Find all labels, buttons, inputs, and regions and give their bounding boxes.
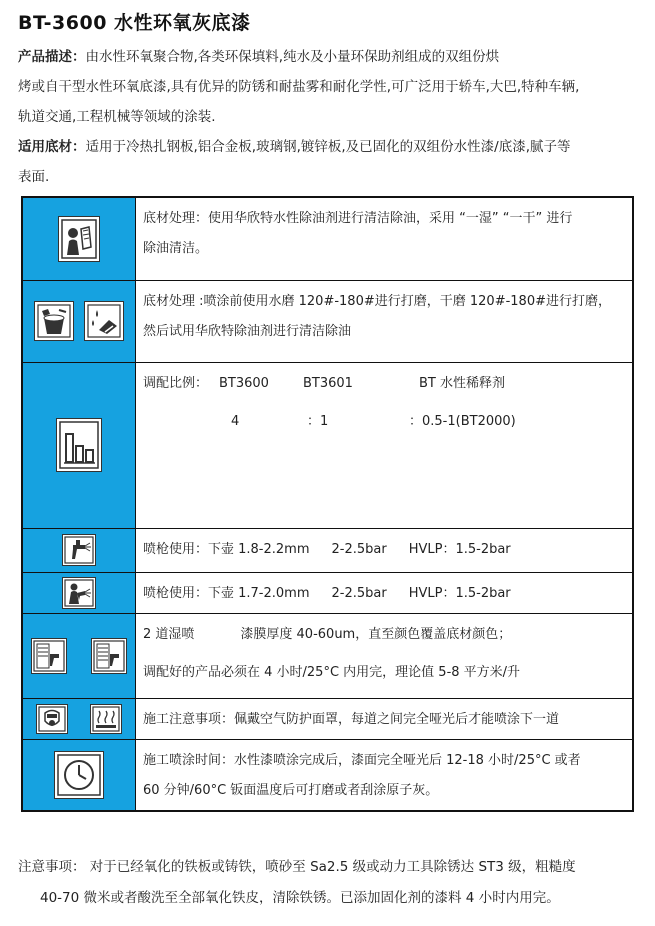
row-text bbox=[136, 698, 634, 739]
note-line: 注意事项： 对于已经氧化的铁板或铸铁，喷砂至 Sa2.5 级或动力工具除锈达 ST3 级，粗糙度 bbox=[18, 859, 576, 875]
row-text bbox=[136, 613, 634, 698]
page-title: BT-3600 水性环氧灰底漆 bbox=[18, 12, 251, 34]
respirator-mask-icon bbox=[36, 704, 68, 734]
icon-cell bbox=[22, 528, 136, 572]
table-row bbox=[22, 362, 633, 528]
drying-heat-icon bbox=[90, 704, 122, 734]
wipe-cleaning-icon bbox=[58, 216, 100, 262]
row-text bbox=[136, 528, 634, 572]
icon-cell bbox=[22, 197, 136, 280]
spray-hvlp: HVLP：1.5-2bar bbox=[408, 585, 511, 601]
mixing-ratio-icon bbox=[56, 418, 102, 472]
row-line: 除油清洁。 bbox=[143, 241, 209, 256]
spray-coat-icon bbox=[91, 638, 127, 674]
spray-gun-person-icon bbox=[62, 577, 96, 609]
spray-pressure: 2-2.5bar bbox=[331, 585, 387, 601]
table-row bbox=[22, 197, 633, 280]
substrate-label: 适用底材： bbox=[18, 139, 86, 155]
mix-label: 调配比例： bbox=[143, 375, 209, 391]
icon-cell bbox=[22, 362, 136, 528]
mix-component: BT 水性稀释剂 bbox=[419, 375, 505, 391]
row-line: 施工喷涂时间：水性漆喷涂完成后，漆面完全哑光后 12-18 小时/25°C 或者 bbox=[143, 752, 581, 768]
table-row bbox=[22, 280, 633, 362]
sanding-bucket-icon bbox=[34, 301, 74, 341]
spray-nozzle: 喷枪使用：下壶 1.8-2.2mm bbox=[143, 541, 310, 557]
icon-cell bbox=[22, 698, 136, 739]
spray-coat-icon bbox=[31, 638, 67, 674]
notes-section bbox=[18, 852, 643, 914]
spray-nozzle: 喷枪使用：下壶 1.7-2.0mm bbox=[143, 585, 310, 601]
mix-component: BT3601 bbox=[303, 375, 353, 391]
mix-names bbox=[143, 369, 624, 399]
row-text bbox=[136, 739, 634, 811]
description-text: 烤或自干型水性环氧底漆,具有优异的防锈和耐盐雾和耐化学性,可广泛用于轿车,大巴,特种车辆, bbox=[18, 79, 580, 95]
clock-icon bbox=[54, 751, 104, 799]
mix-component: BT3600 bbox=[219, 375, 269, 391]
row-text bbox=[136, 197, 634, 280]
row-text bbox=[136, 572, 634, 613]
mix-ratio: 4 bbox=[231, 413, 240, 429]
table-row bbox=[22, 528, 633, 572]
icon-cell bbox=[22, 572, 136, 613]
icon-cell bbox=[22, 613, 136, 698]
wet-sanding-icon bbox=[84, 301, 124, 341]
table-row bbox=[22, 739, 633, 811]
description-label: 产品描述： bbox=[18, 49, 86, 65]
mix-ratio: ：1 bbox=[307, 413, 329, 429]
description-text: 由水性环氧聚合物,各类环保填料,纯水及小量环保助剂组成的双组份烘 bbox=[85, 49, 500, 65]
intro-section bbox=[18, 42, 638, 192]
row-line: 然后试用华欣特除油剂进行清洁除油 bbox=[143, 323, 352, 339]
description-text: 轨道交通,工程机械等领域的涂装. bbox=[18, 109, 216, 125]
substrate-text: 适用于冷热扎钢板,铝合金板,玻璃钢,镀锌板,及已固化的双组份水性漆/底漆,腻子等 bbox=[85, 139, 571, 155]
row-line: 施工注意事项：佩戴空气防护面罩，每道之间完全哑光后才能喷涂下一道 bbox=[143, 711, 560, 727]
spray-hvlp: HVLP：1.5-2bar bbox=[408, 541, 511, 557]
mix-ratios bbox=[143, 407, 624, 437]
row-text bbox=[136, 362, 634, 528]
mix-ratio: ：0.5-1(BT2000) bbox=[409, 413, 516, 429]
table-row bbox=[22, 572, 633, 613]
table-row bbox=[22, 698, 633, 739]
spray-gun-icon bbox=[62, 534, 96, 566]
process-table bbox=[21, 196, 634, 812]
film-thickness: 漆膜厚度 40-60um，直至颜色覆盖底材颜色； bbox=[240, 626, 512, 642]
icon-cell bbox=[22, 280, 136, 362]
spray-pressure: 2-2.5bar bbox=[331, 541, 387, 557]
substrate-text: 表面. bbox=[18, 169, 50, 185]
table-row bbox=[22, 613, 633, 698]
row-text bbox=[136, 280, 634, 362]
row-line: 调配好的产品必须在 4 小时/25°C 内用完，理论值 5-8 平方米/升 bbox=[143, 664, 521, 680]
icon-cell bbox=[22, 739, 136, 811]
note-line: 40-70 微米或者酸洗至全部氧化铁皮，清除铁锈。已添加固化剂的漆料 4 小时内用完。 bbox=[40, 890, 560, 906]
row-line: 底材处理 :喷涂前使用水磨 120#-180#进行打磨，干磨 120#-180#进行打磨， bbox=[143, 293, 611, 309]
row-line: 底材处理：使用华欣特水性除油剂进行清洁除油，采用 “一湿” “一干” 进行 bbox=[143, 211, 573, 226]
row-line: 60 分钟/60°C 钣面温度后可打磨或者刮涂原子灰。 bbox=[143, 782, 439, 798]
coat-count: 2 道湿喷 bbox=[143, 626, 195, 642]
